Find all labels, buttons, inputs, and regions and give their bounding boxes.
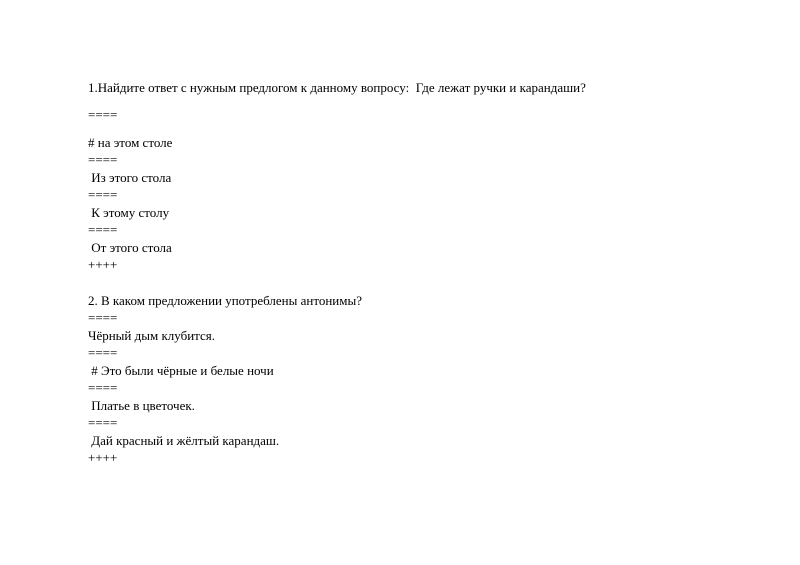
end-marker: ++++ bbox=[88, 450, 118, 465]
question-1-option-2: Из этого стола bbox=[88, 170, 172, 185]
question-1-option-4: От этого стола bbox=[88, 240, 172, 255]
separator: ==== bbox=[88, 107, 118, 122]
question-2-prompt: 2. В каком предложении употреблены антонимы? bbox=[88, 293, 362, 308]
question-2-option-4: Дай красный и жёлтый карандаш. bbox=[88, 433, 280, 448]
question-2-option-3: Платье в цветочек. bbox=[88, 398, 195, 413]
end-marker: ++++ bbox=[88, 257, 118, 272]
separator: ==== bbox=[88, 415, 118, 430]
question-2-option-2: # Это были чёрные и белые ночи bbox=[88, 363, 274, 378]
separator: ==== bbox=[88, 310, 118, 325]
question-1-option-3: К этому столу bbox=[88, 205, 170, 220]
separator: ==== bbox=[88, 152, 118, 167]
question-2-option-1: Чёрный дым клубится. bbox=[88, 328, 215, 343]
separator: ==== bbox=[88, 187, 118, 202]
separator: ==== bbox=[88, 380, 118, 395]
question-1-prompt: 1.Найдите ответ с нужным предлогом к данному вопросу: Где лежат ручки и карандаши? bbox=[88, 80, 586, 95]
question-1-option-1: # на этом столе bbox=[88, 135, 173, 150]
separator: ==== bbox=[88, 345, 118, 360]
separator: ==== bbox=[88, 222, 118, 237]
